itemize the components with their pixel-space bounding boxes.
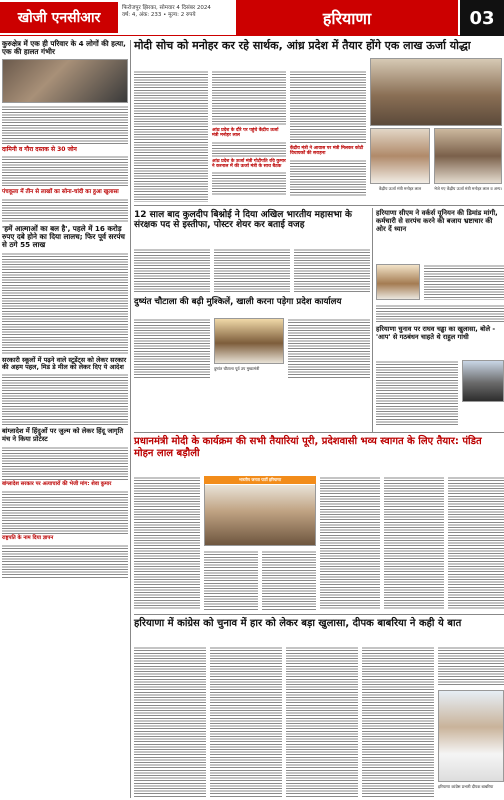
article-body [204, 550, 258, 610]
article-body [288, 318, 370, 378]
headline-dushyant: दुष्यंत चौटाला की बढ़ी मुश्किलें, खाली करना पड़ेगा प्रदेश कार्यालय [134, 297, 342, 307]
dushyant-body [134, 318, 370, 378]
article-body [320, 476, 380, 610]
left-column [2, 40, 128, 798]
photo-meeting-top [370, 58, 502, 126]
subheadline-bangladesh: बांग्लादेश सरकार पर अत्याचारों की भेजी मांग: शेवा कुमार [2, 480, 112, 487]
section-divider [134, 205, 504, 206]
article-body [2, 252, 128, 354]
right-column-top [376, 210, 504, 430]
subheadline: आंध्र प्रदेश के दौरे पर पहुंचे केंद्रीय ऊर्जा मंत्री मनोहर लाल [212, 128, 279, 139]
headline-bishnoi: 12 साल बाद कुलदीप बिश्नोई ने दिया अखिल भारतीय महासभा के संरक्षक पद से इस्तीफा, पोस्टर शेयर कर बताई वजह [134, 210, 352, 231]
article-body [262, 550, 316, 610]
article-body [134, 646, 206, 798]
masthead [0, 0, 504, 36]
photo-caption: केंद्रीय ऊर्जा मंत्री मनोहर लाल [378, 186, 422, 191]
date-text: फिरोजपुर झिरका, सोमवार 4 दिसंबर 2024 [122, 5, 211, 11]
bishnoi-body [134, 248, 370, 294]
article-body [2, 198, 128, 222]
photo-caption: भेजे गए केंद्रीय ऊर्जा मंत्री मनोहर लाल व अन्य। [434, 186, 502, 191]
photo-dushyant [214, 318, 284, 364]
article-body [212, 141, 286, 157]
article-body [2, 105, 128, 145]
headline-cm-workers: हरियाणा सीएम ने वर्कर्स यूनियन की डिमांड मांगी, कर्मचारी से सरपंच करने की बजाय भ्रष्टाचार की ओर दें ध्यान [376, 209, 498, 233]
article-body [2, 544, 128, 578]
photo-bjp-press [204, 476, 316, 546]
pm-story-body [134, 476, 504, 610]
article-body [384, 476, 444, 610]
article-body [212, 171, 286, 195]
dateline [122, 5, 242, 19]
subheadline: आंध्र प्रदेश के ऊर्जा मंत्री गोटीपति रवि कुमार ने करनाल में की ऊर्जा मंत्री के साथ बैठक [212, 158, 286, 169]
article-body [210, 646, 282, 798]
article-column [212, 70, 286, 202]
article-body [294, 248, 370, 294]
column-divider [130, 40, 131, 798]
section-divider [134, 614, 504, 615]
congress-story-body [134, 646, 504, 798]
article-body [438, 646, 504, 686]
article-body [212, 70, 286, 126]
article-body [290, 70, 366, 144]
photo-group [434, 128, 502, 184]
column-divider [372, 208, 373, 432]
headline-damini: दामिनी व गौरा दस्तक से 30 जोन [2, 145, 77, 153]
article-body [134, 476, 200, 610]
page-number: 03 [460, 0, 504, 36]
article-body [2, 155, 128, 187]
article-column [290, 70, 366, 202]
article-body [2, 373, 128, 425]
photo-babaria [438, 690, 504, 782]
photo-caption: दुष्यंत चौटाला पूर्व उप मुख्यमंत्री [214, 366, 260, 371]
headline-raghav-chadha: हरियाणा चुनाव पर राघव चड्ढा का खुलासा, बोले - 'आप' से गठबंधन चाहते थे राहुल गांधी [376, 325, 496, 341]
newspaper-brand: खोजी एनसीआर [0, 2, 118, 33]
article-body [134, 318, 210, 378]
photo-caption: हरियाणा कांग्रेस प्रभारी दीपक बाबरिया [438, 784, 494, 789]
section-title: हरियाणा [236, 0, 458, 36]
article-body [214, 248, 290, 294]
bjp-banner: भारतीय जनता पार्टी हरियाणा [204, 476, 316, 484]
article-body [286, 646, 358, 798]
top-story-body [134, 70, 366, 202]
article-body [362, 646, 434, 798]
article-body [134, 248, 210, 294]
photo-raghav [462, 360, 504, 402]
article-body [134, 70, 208, 202]
article-body [376, 304, 504, 322]
photo-cm [376, 264, 420, 300]
article-body [2, 446, 128, 480]
photo-crime-scene [2, 59, 128, 103]
headline-panchkula: पंचकूला में तीन से लाखों का सोना-चांदी का हुआ खुलासा [2, 189, 119, 196]
headline-top-story: मोदी सोच को मनोहर कर रहे सार्थक, आंध्र प्रदेश में तैयार होंगे एक लाख ऊर्जा योद्धा [134, 39, 471, 52]
headline-fraud: 'हमें आत्माओं का बल है', पहले में 16 करोड़ रुपए दबे होने का दिया लालच; फिर पूर्व सरपंच से ठगे 55 लाख [2, 223, 125, 250]
section-divider [134, 432, 504, 433]
article-body [2, 490, 128, 534]
subheadline-memorandum: राष्ट्रपति के नाम दिया ज्ञापन [2, 534, 54, 541]
article-body [376, 360, 458, 426]
headline-congress: हरियाणा में कांग्रेस को चुनाव में हार को लेकर बड़ा खुलासा, दीपक बाबरिया ने कही ये बात [134, 618, 462, 629]
headline-kurukshetra: कुरुक्षेत्र में एक ही परिवार के 4 लोगों की हत्या, एक की हालत गंभीर [2, 39, 126, 57]
headline-bangladesh: बांग्लादेश में हिंदुओं पर जुल्म को लेकर हिंदू जागृति मंच ने किया प्रोटेस्ट [2, 427, 124, 444]
article-body [448, 476, 504, 610]
article-body [290, 159, 366, 197]
subheadline: केंद्रीय मंत्री ने आवास पर मंत्री मिलकर कोटी विधायकों की सराहना [290, 146, 364, 157]
photo-minister [370, 128, 430, 184]
edition-text: वर्ष: 4, अंक: 233 • मूल्य: 2 रुपये [122, 12, 196, 18]
headline-pm-modi: प्रधानमंत्री मोदी के कार्यक्रम की सभी तैयारियां पूरी, प्रदेशवासी भव्य स्वागत के लिए तैयार: पंडित मोहन लाल बड़ौली [134, 436, 482, 459]
headline-midday-meal: सरकारी स्कूलों में पढ़ने वाले स्टूडेंट्स को लेकर सरकार की अहम पहल, मिड डे मील को लेकर दिए ये आदेश [2, 355, 127, 372]
article-body [424, 264, 504, 300]
